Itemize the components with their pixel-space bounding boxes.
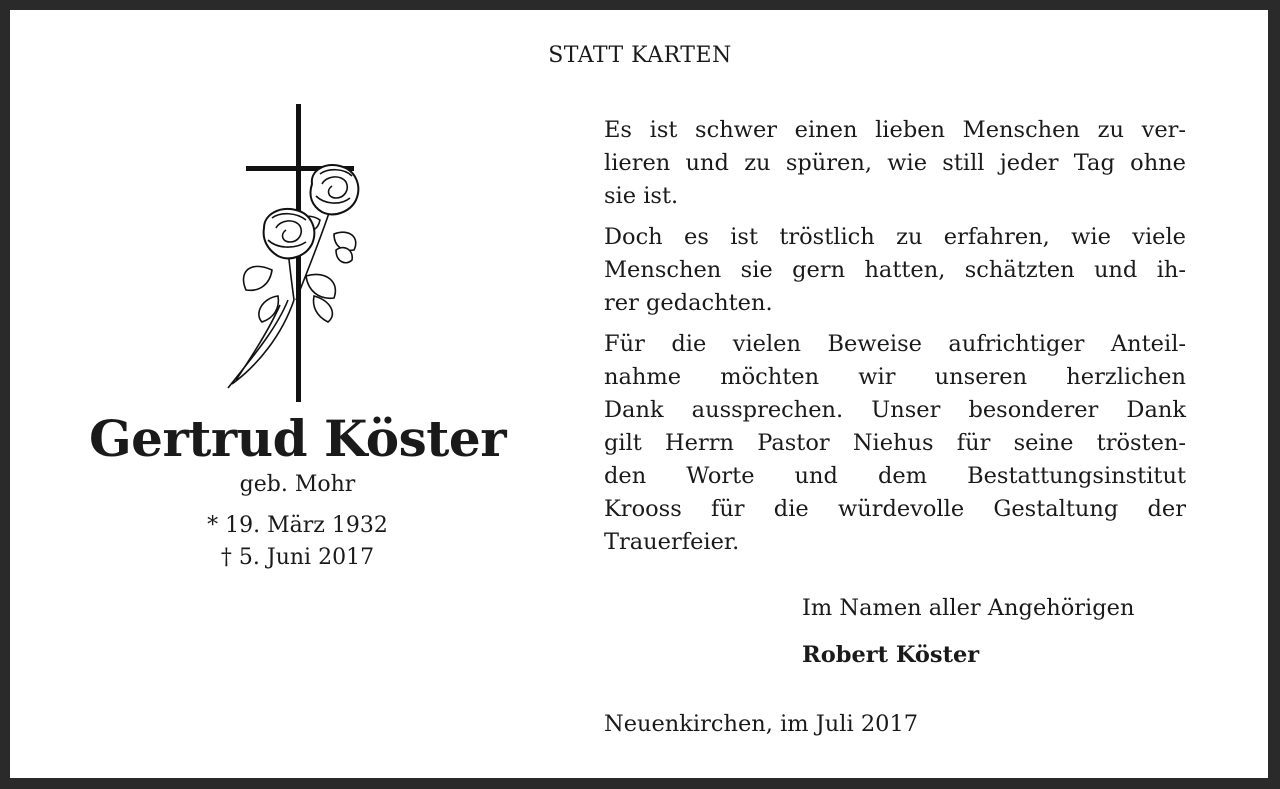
text-line: Menschen sie gern hatten, schätzten und ih- — [604, 257, 1186, 283]
text-line: nahme möchten wir unseren herzlichen — [604, 364, 1186, 390]
signer-name: Robert Köster — [802, 642, 980, 668]
signoff-block — [802, 592, 1202, 672]
text-line: Krooss für die würdevolle Gestaltung der — [604, 496, 1186, 522]
text-line: Es ist schwer einen lieben Menschen zu ver- — [604, 117, 1186, 143]
life-dates — [60, 510, 535, 574]
signoff-text: Im Namen aller Angehörigen — [802, 595, 1135, 621]
text-line: gilt Herrn Pastor Niehus für seine trösten- — [604, 430, 1186, 456]
paragraph-1 — [604, 114, 1186, 213]
text-line: Für die vielen Beweise aufrichtiger Anteil- — [604, 331, 1186, 357]
paragraph-3 — [604, 328, 1186, 559]
text-line: Dank aussprechen. Unser besonderer Dank — [604, 397, 1186, 423]
text-line: sie ist. — [604, 183, 679, 209]
text-line: Trauerfeier. — [604, 529, 740, 555]
notice-header: STATT KARTEN — [548, 43, 732, 68]
place-and-date: Neuenkirchen, im Juli 2017 — [604, 711, 919, 737]
text-line: Doch es ist tröstlich zu erfahren, wie viele — [604, 224, 1186, 250]
text-line: den Worte und dem Bestattungsinstitut — [604, 463, 1186, 489]
text-line: rer gedachten. — [604, 290, 773, 316]
text-line: lieren und zu spüren, wie still jeder Tag ohne — [604, 150, 1186, 176]
maiden-name: geb. Mohr — [239, 472, 356, 497]
deceased-name: Gertrud Köster — [88, 409, 507, 468]
thank-you-text — [604, 114, 1186, 567]
birth-date: * 19. März 1932 — [207, 513, 388, 538]
death-date: † 5. Juni 2017 — [220, 545, 375, 570]
cross-with-roses-icon — [210, 100, 380, 405]
deceased-info — [60, 408, 535, 574]
paragraph-2 — [604, 221, 1186, 320]
